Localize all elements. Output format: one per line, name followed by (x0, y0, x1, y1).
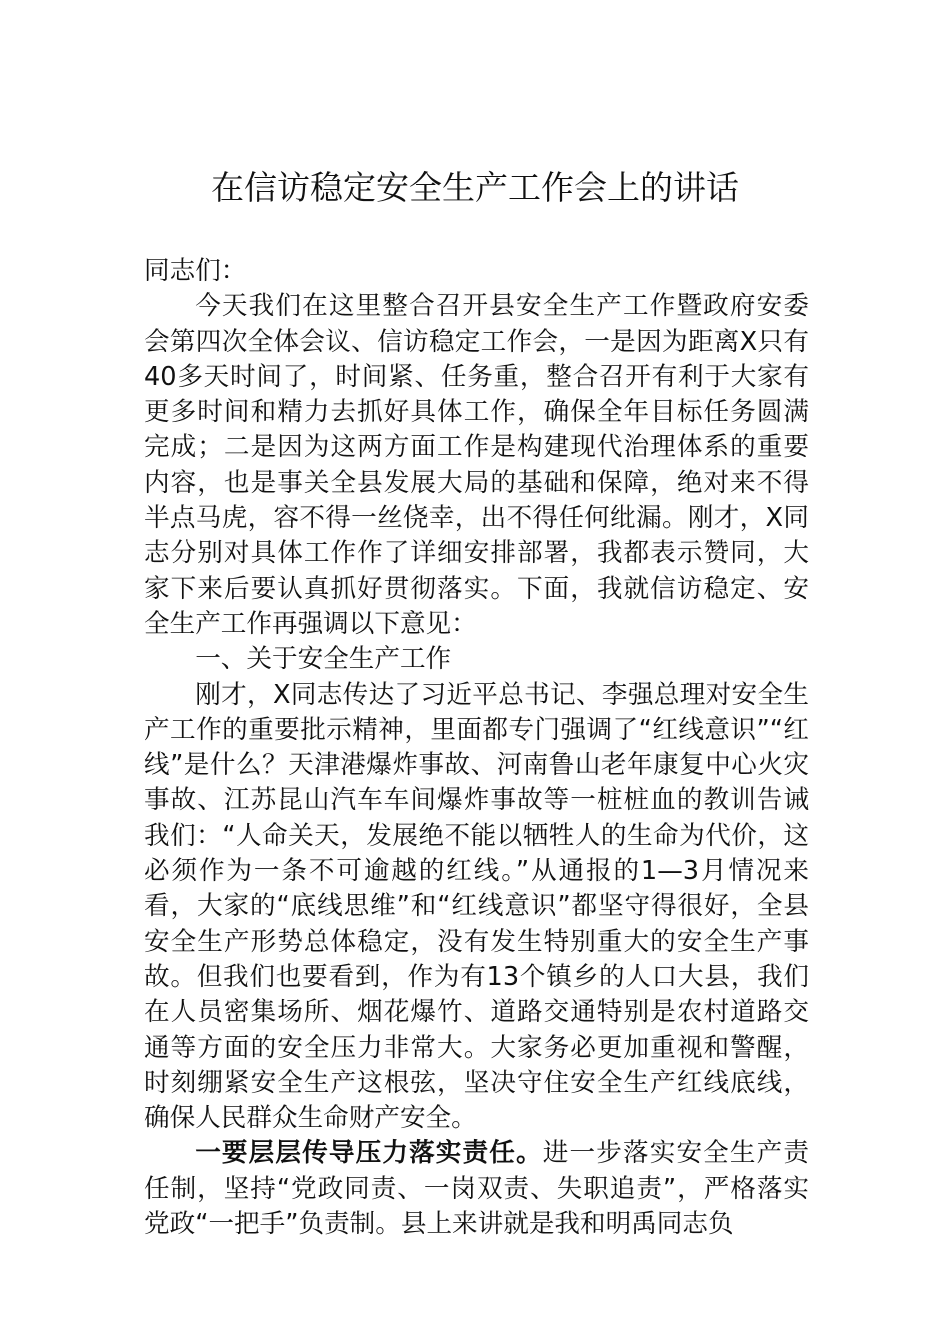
paragraph-lead: 一要层层传导压力落实责任。 (195, 1138, 543, 1169)
document-body (144, 254, 809, 1242)
paragraph-safety: 刚才，X同志传达了习近平总书记、李强总理对安全生产工作的重要批示精神，里面都专门强调了“红线意识”“红线”是什么？天津港爆炸事故、河南鲁山老年康复中心火灾事故、江苏昆山汽车车间爆炸事故等一桩桩血的教训告诫我们：“人命关天，发展绝不能以牺牲人的生命为代价，这必须作为一条不可逾越的红线。”从通报的1—3月情况来看，大家的“底线思维”和“红线意识”都坚守得很好，全县安全生产形势总体稳定，没有发生特别重大的安全生产事故。但我们也要看到，作为有13个镇乡的人口大县，我们在人员密集场所、烟花爆竹、道路交通特别是农村道路交通等方面的安全压力非常大。大家务必更加重视和警醒，时刻绷紧安全生产这根弦，坚决守住安全生产红线底线，确保人民群众生命财产安全。 (144, 679, 809, 1134)
salutation: 同志们： (144, 256, 247, 286)
paragraph-responsibility (144, 1136, 809, 1242)
document-title: 在信访稳定安全生产工作会上的讲话 (211, 168, 739, 207)
paragraph-text: 进一步落实安全生产责任制，坚持“党政同责、一岗双责、失职追责”，严格落实党政“一把手”负责制。县上来讲就是我和明禹同志负 (144, 1138, 809, 1240)
section-heading: 一、关于安全生产工作 (195, 644, 452, 675)
paragraph-intro: 今天我们在这里整合召开县安全生产工作暨政府安委会第四次全体会议、信访稳定工作会，一是因为距离X只有40多天时间了，时间紧、任务重，整合召开有利于大家有更多时间和精力去抓好具体工作，确保全年目标任务圆满完成；二是因为这两方面工作是构建现代治理体系的重要内容，也是事关全县发展大局的基础和保障，绝对来不得半点马虎，容不得一丝侥幸，出不得任何纰漏。刚才，X同志分别对具体工作作了详细安排部署，我都表示赞同，大家下来后要认真抓好贯彻落实。下面，我就信访稳定、安全生产工作再强调以下意见： (144, 291, 809, 639)
